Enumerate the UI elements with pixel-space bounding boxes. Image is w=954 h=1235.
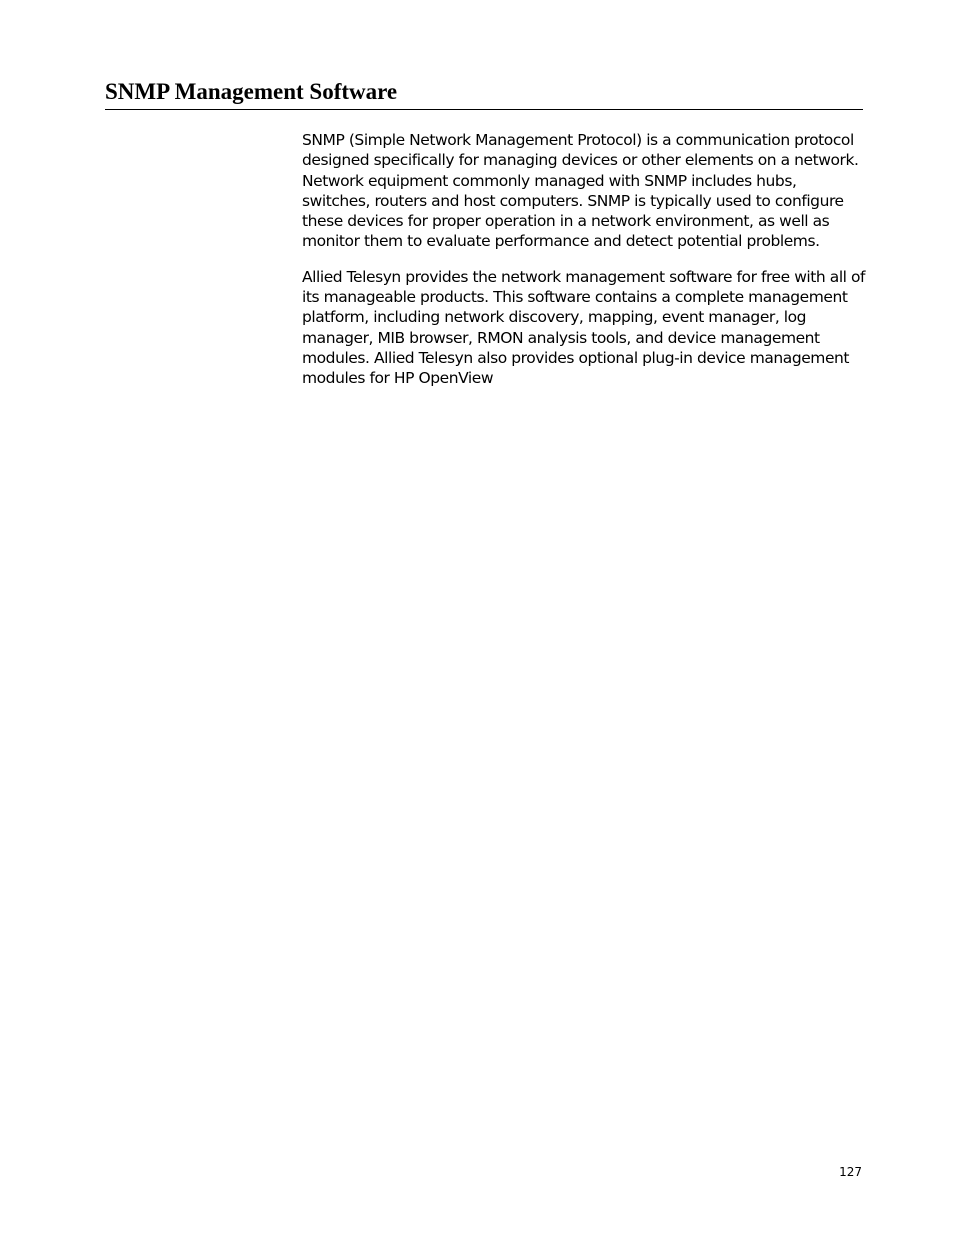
page-title: SNMP Management Software — [105, 79, 398, 104]
paragraph-snmp-intro: SNMP (Simple Network Management Protocol) is a communication protocol designed specifically for managing devices or other elements on a network. Network equipment commonly managed with SNMP includes hubs, switches, routers and host computers. SNMP is typically used to configure these devices for proper operation in a network environment, as well as monitor them to evaluate performance and detect potential problems. — [302, 131, 859, 251]
body-text — [302, 130, 867, 404]
page-number: 127 — [839, 1165, 862, 1179]
paragraph-allied-telesyn: Allied Telesyn provides the network management software for free with all of its manageable products. This software contains a complete management platform, including network discovery, mapping, event manager, log manager, MIB browser, RMON analysis tools, and device management modules. Allied Telesyn also provides optional plug-in device management modules for HP OpenView — [302, 267, 866, 388]
title-divider — [105, 109, 863, 110]
